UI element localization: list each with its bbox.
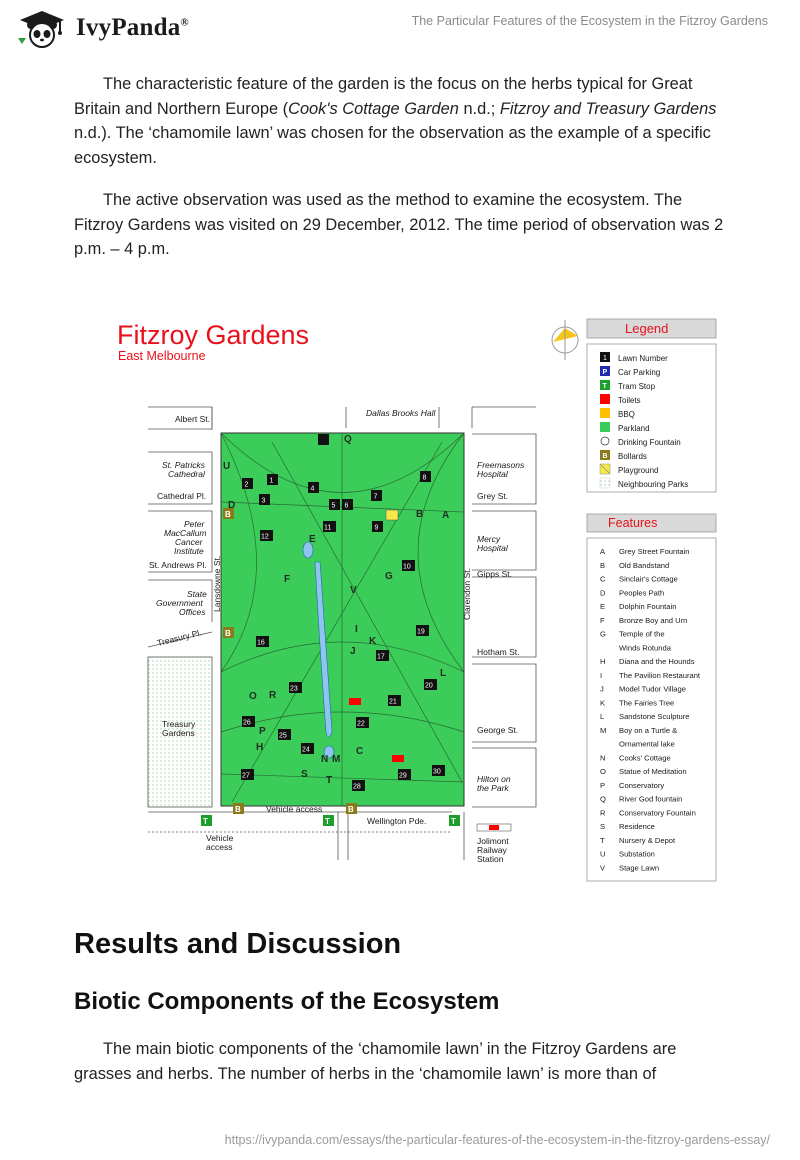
street-lansdowne: Lansdowne St.	[212, 555, 222, 612]
legend-panel	[587, 319, 716, 492]
svg-text:B: B	[348, 805, 354, 814]
logo-text: IvyPanda®	[76, 14, 189, 41]
lawn-17: 17	[377, 653, 385, 661]
svg-text:State: State	[187, 589, 207, 599]
street-gipps: Gipps St.	[477, 569, 512, 579]
legend-playground: Playground	[618, 466, 659, 475]
svg-text:H: H	[256, 742, 264, 753]
feature-letter: K	[600, 698, 606, 708]
svg-text:V: V	[350, 585, 357, 596]
feature-letter: Q	[600, 794, 606, 804]
feature-name: Substation	[619, 849, 655, 859]
feature-letter: E	[600, 602, 606, 611]
svg-text:M: M	[332, 754, 341, 765]
svg-text:Jolimont: Jolimont	[477, 836, 509, 846]
street-albert: Albert St.	[175, 414, 210, 424]
subheading-biotic: Biotic Components of the Ecosystem	[74, 988, 500, 1015]
svg-text:T: T	[451, 817, 456, 826]
feature-letter: D	[600, 588, 606, 598]
svg-text:Peter: Peter	[184, 519, 205, 529]
feature-letter: G	[600, 629, 606, 639]
street-dallas-brooks: Dallas Brooks Hall	[366, 408, 436, 418]
citation-cooks-cottage: Cook's Cottage Garden	[288, 99, 459, 118]
logo[interactable]	[14, 8, 189, 48]
street-treasury-pl: Treasury Pl.	[156, 627, 203, 648]
feature-letter: L	[600, 712, 605, 721]
map-subtitle: East Melbourne	[118, 349, 206, 363]
feature-name: Conservatory Fountain	[619, 808, 696, 818]
feature-name: Stage Lawn	[619, 863, 660, 873]
svg-text:A: A	[442, 510, 450, 521]
street-cathedral-pl: Cathedral Pl.	[157, 491, 207, 501]
feature-name: Grey Street Fountain	[619, 547, 690, 556]
feature-letter: H	[600, 657, 606, 666]
feature-name: The Pavilion Restaurant	[619, 670, 701, 680]
feature-name: Sinclair's Cottage	[619, 574, 678, 584]
feature-name: Winds Rotunda	[619, 643, 671, 653]
feature-name: Dolphin Fountain	[619, 602, 677, 611]
lawn-4: 4	[310, 485, 315, 493]
lawn-2: 2	[244, 481, 249, 489]
street-clarendon: Clarendon St.	[462, 568, 472, 620]
legend-car-parking: Car Parking	[618, 368, 661, 377]
lawn-29: 29	[399, 772, 407, 780]
svg-text:S: S	[301, 769, 308, 780]
feature-letter: N	[600, 753, 606, 763]
lawn-30: 30	[433, 768, 441, 776]
feature-letter: A	[600, 547, 606, 556]
feature-name: Bronze Boy and Urn	[619, 615, 688, 625]
feature-name: Old Bandstand	[619, 560, 670, 570]
svg-text:1: 1	[603, 355, 607, 362]
feature-letter: T	[600, 835, 605, 845]
street-george: George St.	[477, 725, 519, 735]
feature-letter: P	[600, 780, 606, 790]
source-url[interactable]: https://ivypanda.com/essays/the-particular-features-of-the-ecosystem-in-the-fitzroy-gardens-essay/	[224, 1133, 770, 1147]
lawn-23: 23	[290, 685, 298, 693]
svg-text:access: access	[206, 842, 233, 852]
svg-text:Hospital: Hospital	[477, 543, 508, 553]
svg-text:K: K	[369, 636, 377, 647]
features-panel	[587, 514, 716, 881]
lawn-7: 7	[373, 493, 378, 501]
lawn-11: 11	[324, 524, 332, 532]
vehicle-access-path: Vehicle access	[266, 804, 323, 814]
svg-text:St. Patricks: St. Patricks	[162, 460, 205, 470]
lawn-19: 19	[417, 628, 425, 636]
svg-text:B: B	[225, 510, 231, 519]
svg-text:B: B	[602, 453, 608, 460]
feature-letter: I	[600, 670, 603, 680]
svg-text:T: T	[325, 817, 330, 826]
lawn-26: 26	[243, 719, 251, 727]
street-wellington: Wellington Pde.	[367, 816, 427, 826]
lawn-28: 28	[353, 783, 361, 791]
features-title: Features	[608, 516, 658, 530]
svg-text:I: I	[355, 624, 358, 635]
svg-text:Treasury: Treasury	[162, 719, 196, 729]
feature-name: Boy on a Turtle &	[619, 725, 678, 735]
feature-letter: J	[600, 684, 604, 694]
svg-text:Government: Government	[156, 598, 203, 608]
panda-logo-icon	[14, 8, 70, 48]
legend-tram-stop: Tram Stop	[618, 382, 656, 391]
svg-text:Cathedral: Cathedral	[168, 469, 205, 479]
svg-text:R: R	[269, 690, 277, 701]
svg-text:the Park: the Park	[477, 783, 509, 793]
svg-text:O: O	[249, 691, 257, 702]
paragraph-method: The active observation was used as the method to examine the ecosystem. The Fitzroy Gardens was visited on 29 December, 2012. The time period of observation was 2 p.m. – 4 p.m.	[74, 191, 724, 258]
feature-name: Diana and the Hounds	[619, 657, 695, 666]
svg-text:E: E	[309, 534, 316, 545]
legend-title: Legend	[625, 321, 669, 336]
feature-letter: F	[600, 615, 605, 625]
svg-text:Q: Q	[344, 434, 352, 445]
svg-text:T: T	[602, 383, 607, 390]
svg-text:B: B	[235, 805, 241, 814]
feature-letter: R	[600, 808, 606, 818]
legend-lawn-number: Lawn Number	[618, 354, 668, 363]
legend-bbq: BBQ	[618, 410, 635, 419]
svg-text:B: B	[416, 509, 424, 520]
lawn-25: 25	[279, 732, 287, 740]
feature-name: The Fairies Tree	[619, 698, 675, 708]
svg-text:Hospital: Hospital	[477, 469, 508, 479]
feature-name: Sandstone Sculpture	[619, 712, 690, 721]
svg-text:MacCallum: MacCallum	[164, 528, 207, 538]
lawn-5: 5	[331, 502, 336, 510]
lawn-27: 27	[242, 772, 250, 780]
svg-text:T: T	[326, 775, 333, 786]
feature-name: Conservatory	[619, 780, 665, 790]
svg-text:Gardens: Gardens	[162, 728, 195, 738]
lawn-21: 21	[389, 698, 397, 706]
legend-drinking-fountain: Drinking Fountain	[618, 438, 681, 447]
feature-letter: C	[600, 574, 606, 584]
section-heading-results: Results and Discussion	[74, 928, 402, 960]
paragraph-intro: The characteristic feature of the garden is the focus on the herbs typical for Great Britain and Northern Europe (Cook's Cottage Garden n.d.; Fitzroy and Treasury Gardens n.d.). The ‘chamomile lawn’ was chosen for the observation as the example of a specific ecosystem.	[74, 75, 717, 167]
svg-text:N: N	[321, 754, 329, 765]
feature-name: Nursery & Depot	[619, 835, 676, 845]
lawn-6: 6	[344, 502, 349, 510]
svg-text:L: L	[440, 668, 447, 679]
lawn-9: 9	[374, 524, 379, 532]
lawn-16: 16	[257, 639, 265, 647]
feature-name: Peoples Path	[619, 588, 665, 598]
feature-name: Statue of Meditation	[619, 767, 687, 776]
compass-icon	[552, 320, 578, 360]
svg-text:Station: Station	[477, 854, 504, 864]
svg-text:C: C	[356, 746, 364, 757]
feature-letter: B	[600, 560, 606, 570]
citation-fitzroy-treasury: Fitzroy and Treasury Gardens	[499, 99, 717, 118]
legend-neighbouring-parks: Neighbouring Parks	[618, 480, 689, 489]
paragraph-biotic: The main biotic components of the ‘chamomile lawn’ in the Fitzroy Gardens are grasses and herbs. The number of herbs in the ‘chamomile lawn’ is more than of	[74, 1040, 677, 1083]
feature-name: River God fountain	[619, 794, 683, 804]
lawn-20: 20	[425, 682, 433, 690]
lawn-22: 22	[357, 720, 365, 728]
feature-name: Cooks' Cottage	[619, 753, 671, 763]
lawn-3: 3	[261, 497, 266, 505]
lawn-8: 8	[422, 474, 427, 482]
fitzroy-gardens-map	[112, 312, 722, 888]
street-st-andrews: St. Andrews Pl.	[149, 560, 207, 570]
legend-parkland: Parkland	[618, 424, 650, 433]
feature-name: Residence	[619, 822, 655, 831]
feature-letter: U	[600, 849, 606, 859]
svg-text:F: F	[284, 574, 291, 585]
svg-text:P: P	[259, 726, 266, 737]
svg-text:D: D	[228, 500, 236, 511]
feature-letter: M	[600, 725, 607, 735]
svg-text:G: G	[385, 571, 393, 582]
svg-text:Railway: Railway	[477, 845, 507, 855]
street-grey: Grey St.	[477, 491, 509, 501]
legend-bollards: Bollards	[618, 452, 647, 461]
legend-toilets: Toilets	[618, 396, 641, 405]
svg-text:P: P	[602, 369, 608, 376]
svg-text:Hilton on: Hilton on	[477, 774, 511, 784]
svg-text:J: J	[350, 646, 356, 657]
svg-text:U: U	[223, 461, 231, 472]
feature-letter: V	[600, 863, 606, 873]
lawn-1: 1	[269, 477, 274, 485]
feature-letter: S	[600, 822, 606, 831]
feature-letter: O	[600, 767, 606, 776]
lawn-10: 10	[403, 563, 411, 571]
svg-text:T: T	[203, 817, 208, 826]
street-hotham: Hotham St.	[477, 647, 520, 657]
map-title: Fitzroy Gardens	[117, 320, 310, 350]
svg-text:Mercy: Mercy	[477, 534, 501, 544]
page-header	[0, 0, 800, 56]
svg-text:Institute: Institute	[174, 546, 204, 556]
feature-name: Ornamental lake	[619, 739, 675, 749]
lawn-12: 12	[261, 533, 269, 541]
svg-text:B: B	[225, 629, 231, 638]
svg-text:Vehicle: Vehicle	[206, 833, 234, 843]
feature-name: Temple of the	[619, 629, 665, 639]
svg-text:Cancer: Cancer	[175, 537, 203, 547]
svg-text:Offices: Offices	[179, 607, 206, 617]
lawn-24: 24	[302, 746, 310, 754]
svg-text:Freemasons: Freemasons	[477, 460, 525, 470]
document-title: The Particular Features of the Ecosystem in the Fitzroy Gardens	[411, 14, 768, 28]
feature-name: Model Tudor Village	[619, 684, 686, 694]
